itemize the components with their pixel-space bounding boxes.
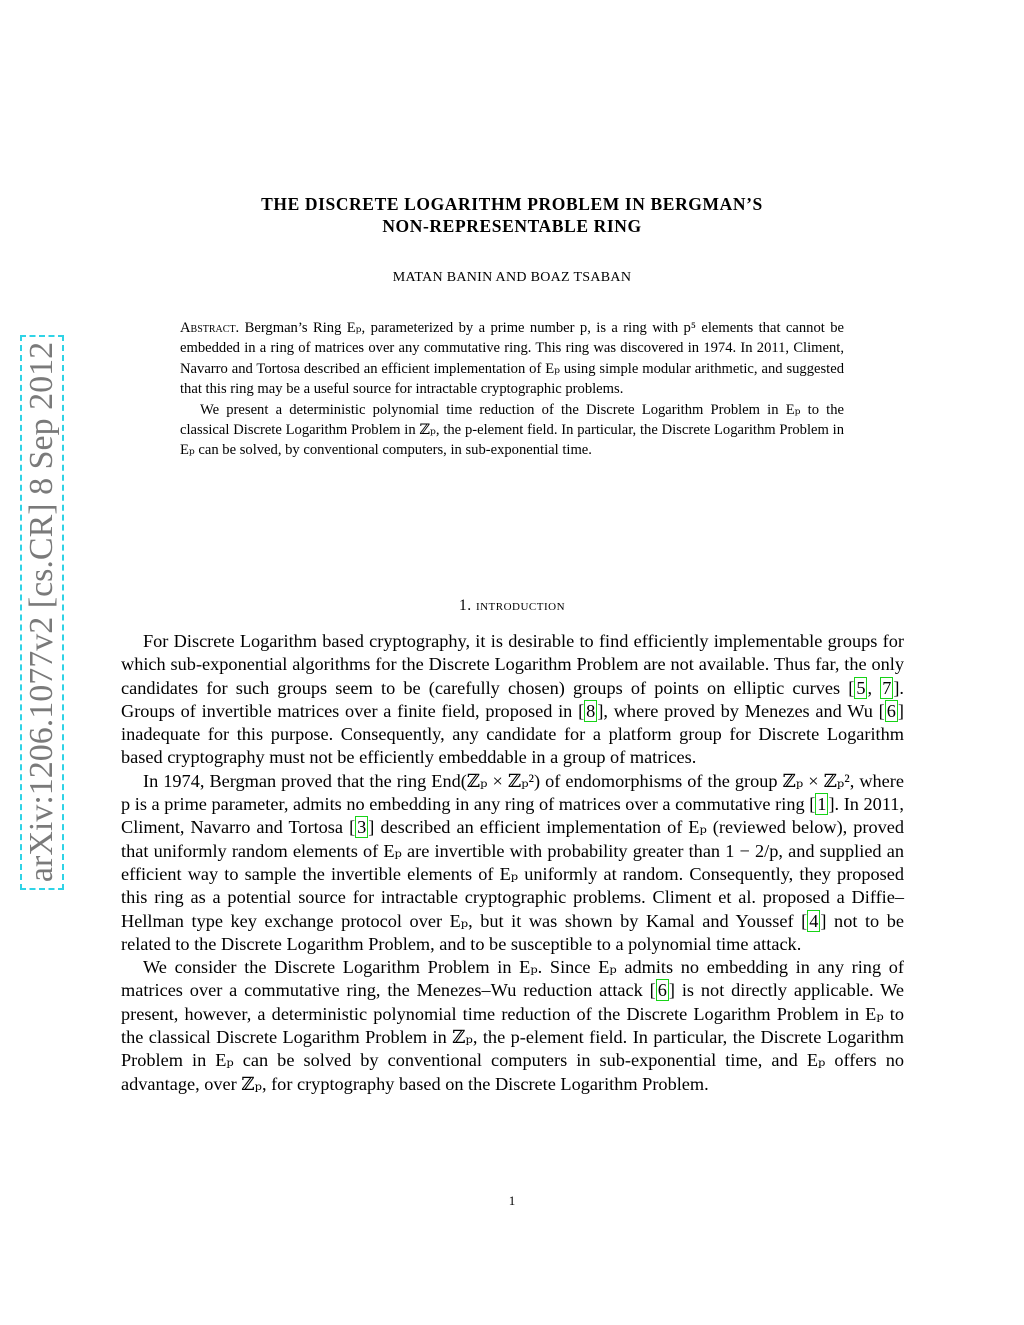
citation-link[interactable]: 3	[357, 817, 367, 838]
paragraph-text: We consider the Discrete Logarithm Problem in Eₚ. Since Eₚ admits no embedding in any ring of matrices over a commutative ring, the Menezes–Wu reduction attack	[121, 957, 904, 1001]
paragraph-text: not to be related to the Discrete Logarithm Problem, and to be susceptible to a polynomial time attack.	[121, 910, 905, 954]
paragraph-text: , where proved by Menezes and Wu	[603, 700, 879, 721]
abstract-paragraph-1	[180, 318, 844, 400]
citation-link[interactable]: 6	[886, 700, 896, 721]
citation-link[interactable]: 7	[882, 677, 892, 698]
intro-paragraph-1: For Discrete Logarithm based cryptography, it is desirable to find efficiently implementable groups for which sub-exponential algorithms for the Discrete Logarithm Problem are not available. Thus far, the only candidates for such groups seem to be (carefully chosen) groups of points on elliptic curves [ 5 , 7 ]. Groups of invertible matrices over a finite field, proposed in [ 8 ], where proved by Menezes and Wu [ 6 ] inadequate for this purpose. Consequently, any candidate for a platform group for Discrete Logarithm based cryptography must not be efficiently embeddable in a group of matrices.	[121, 631, 904, 768]
abstract-paragraph-2: We present a deterministic polynomial time reduction of the Discrete Logarithm Problem in Eₚ to the classical Discrete Logarithm Problem in ℤₚ, the p-element field. In particular, the Discrete Logarithm Problem in Eₚ can be solved, by conventional computers, in sub-exponential time.	[180, 401, 844, 459]
abstract-label: Abstract.	[180, 320, 240, 336]
citation-link[interactable]: 8	[586, 700, 596, 721]
page-number: 1	[508, 1193, 516, 1208]
paragraph-text: . Groups of invertible matrices over a finite field, proposed in	[121, 677, 904, 721]
citation-link[interactable]: 5	[856, 677, 866, 698]
arxiv-stamp: arXiv:1206.1077v2 [cs.CR] 8 Sep 2012	[23, 341, 60, 883]
introduction-body	[121, 630, 904, 1096]
abstract	[180, 318, 844, 461]
section-heading	[150, 597, 874, 615]
paragraph-text: is not directly applicable. We present, however, a deterministic polynomial time reduction of the Discrete Logarithm Problem in Eₚ to the classical Discrete Logarithm Problem in ℤₚ, the p-element field. In particular, the Discrete Logarithm Problem in Eₚ can be solved by conventional computers in sub-exponential time, and Eₚ offers no advantage, over ℤₚ, for cryptography based on the Discrete Logarithm Problem.	[121, 980, 904, 1094]
section-title: introduction	[475, 597, 566, 614]
paragraph-text: For Discrete Logarithm based cryptography, it is desirable to find efficiently implementable groups for which sub-exponential algorithms for the Discrete Logarithm Problem are not available. Thus far, the only candidates for such groups seem to be (carefully chosen) groups of points on elliptic curves	[121, 631, 904, 698]
citation-link[interactable]: 1	[817, 794, 827, 815]
paragraph-text: In 1974, Bergman proved that the ring End(ℤₚ × ℤₚ²) of endomorphisms of the group ℤₚ × ℤₚ², where p is a prime parameter, admits no embedding in any ring of matrices over a commutative ring	[121, 770, 904, 815]
citation-link[interactable]: 6	[657, 980, 667, 1001]
intro-paragraph-2: In 1974, Bergman proved that the ring End(ℤₚ × ℤₚ²) of endomorphisms of the group ℤₚ × ℤₚ², where p is a prime parameter, admits no embedding in any ring of matrices over a commutative ring [ 1 ]. In 2011, Climent, Navarro and Tortosa [ 3 ] described an efficient implementation of Eₚ (reviewed below), proved that uniformly random elements of Eₚ are invertible with probability greater than 1 − 2/p, and supplied an efficient way to sample the invertible elements of Eₚ uniformly at random. Consequently, they proposed this ring as a potential source for intractable cryptographic problems. Climent et al. proposed a Diffie–Hellman type key exchange protocol over Eₚ, but it was shown by Kamal and Youssef [ 4 ] not to be related to the Discrete Logarithm Problem, and to be susceptible to a polynomial time attack.	[121, 770, 905, 954]
intro-paragraph-3: We consider the Discrete Logarithm Problem in Eₚ. Since Eₚ admits no embedding in any ring of matrices over a commutative ring, the Menezes–Wu reduction attack [ 6 ] is not directly applicable. We present, however, a deterministic polynomial time reduction of the Discrete Logarithm Problem in Eₚ to the classical Discrete Logarithm Problem in ℤₚ, the p-element field. In particular, the Discrete Logarithm Problem in Eₚ can be solved by conventional computers in sub-exponential time, and Eₚ offers no advantage, over ℤₚ, for cryptography based on the Discrete Logarithm Problem.	[121, 957, 904, 1094]
title-line-1: THE DISCRETE LOGARITHM PROBLEM IN BERGMAN’S	[261, 194, 763, 214]
paragraph-text: . In 2011, Climent, Navarro and Tortosa	[121, 794, 904, 838]
abstract-text-1: Bergman’s Ring Eₚ, parameterized by a prime number p, is a ring with p⁵ elements that cannot be embedded in a ring of matrices over any commutative ring. This ring was discovered in 1974. In 2011, Climent, Navarro and Tortosa described an efficient implementation of Eₚ using simple modular arithmetic, and suggested that this ring may be a useful source for intractable cryptographic problems.	[180, 320, 844, 398]
paragraph-text: inadequate for this purpose. Consequently, any candidate for a platform group for Discrete Logarithm based cryptography must not be efficiently embeddable in a group of matrices.	[121, 724, 904, 768]
paper-title	[150, 193, 874, 237]
title-line-2: NON-REPRESENTABLE RING	[382, 216, 642, 236]
authors: MATAN BANIN AND BOAZ TSABAN	[392, 270, 632, 285]
section-number: 1.	[458, 597, 472, 614]
paragraph-text: described an efficient implementation of Eₚ (reviewed below), proved that uniformly random elements of Eₚ are invertible with probability greater than 1 − 2/p, and supplied an efficient way to sample the invertible elements of Eₚ uniformly at random. Consequently, they proposed this ring as a potential source for intractable cryptographic problems. Climent et al. proposed a Diffie–Hellman type key exchange protocol over Eₚ, but it was shown by Kamal and Youssef	[121, 817, 905, 931]
citation-link[interactable]: 4	[809, 910, 819, 931]
